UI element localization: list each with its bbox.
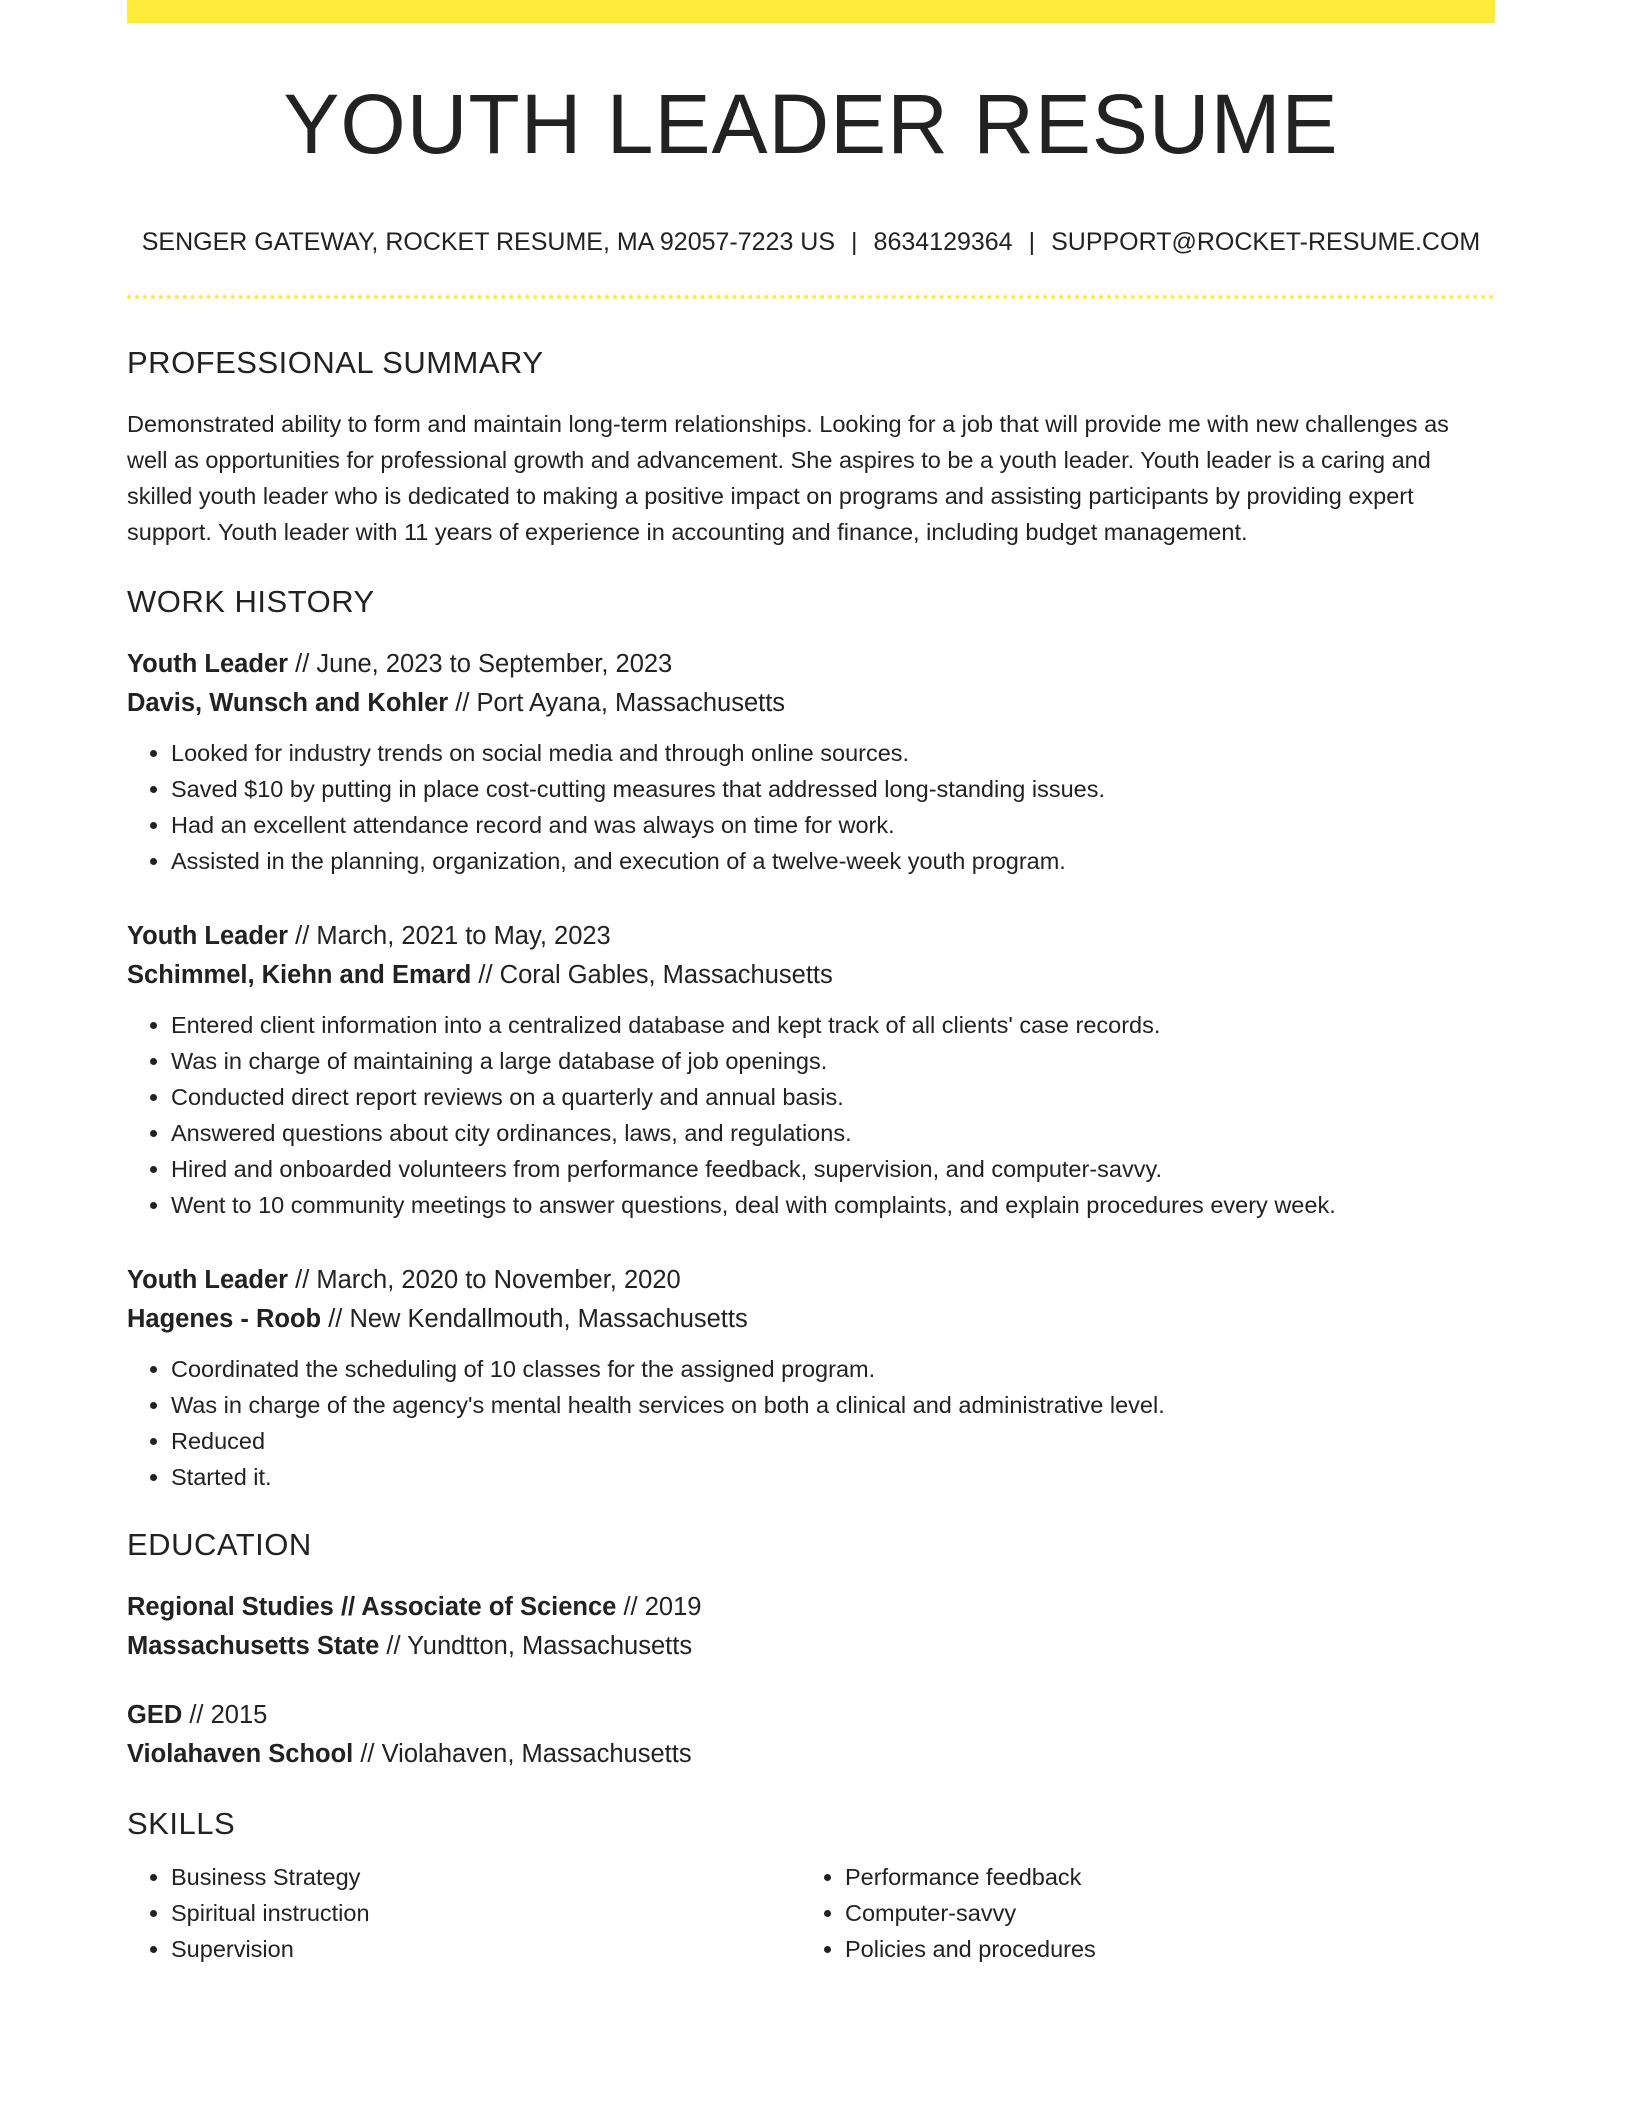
education-degree-line [127, 1588, 1495, 1627]
skill-item: • Supervision [171, 1931, 801, 1967]
job-location: // Coral Gables, Massachusetts [471, 961, 833, 989]
education-location: // Violahaven, Massachusetts [353, 1740, 692, 1768]
job-company-line [127, 1300, 1495, 1339]
job-dates: // March, 2020 to November, 2020 [288, 1266, 681, 1294]
skills-list [801, 1859, 1475, 1967]
skills-list [127, 1859, 801, 1967]
education-school-line [127, 1735, 1495, 1774]
resume-page [127, 0, 1495, 1967]
education-year: // 2019 [616, 1593, 702, 1621]
list-item: • Reduced [171, 1423, 1495, 1459]
list-item: • Coordinated the scheduling of 10 classes for the assigned program. [171, 1351, 1495, 1387]
list-item: • Looked for industry trends on social media and through online sources. [171, 735, 1495, 771]
contact-separator: | [851, 228, 858, 256]
education-location: // Yundtton, Massachusetts [379, 1632, 693, 1660]
job-dates: // March, 2021 to May, 2023 [288, 922, 611, 950]
skills-column-right [801, 1859, 1475, 1967]
list-item: • Went to 10 community meetings to answer questions, deal with complaints, and explain procedures every week. [171, 1187, 1495, 1223]
job-company: Schimmel, Kiehn and Emard [127, 961, 472, 989]
job-bullet-list [127, 1007, 1495, 1223]
contact-email: SUPPORT@ROCKET-RESUME.COM [1051, 228, 1481, 256]
section-heading-skills: SKILLS [127, 1806, 236, 1841]
education-entry [127, 1588, 1495, 1666]
resume-title: YOUTH LEADER RESUME [283, 77, 1339, 171]
list-item: • Answered questions about city ordinances, laws, and regulations. [171, 1115, 1495, 1151]
contact-separator: | [1028, 228, 1036, 256]
education-entry [127, 1696, 1495, 1774]
list-item: • Was in charge of maintaining a large database of job openings. [171, 1043, 1495, 1079]
job-company-line [127, 956, 1495, 995]
skill-item: • Spiritual instruction [171, 1895, 801, 1931]
section-heading-work-history: WORK HISTORY [127, 584, 375, 619]
section-heading-education: EDUCATION [127, 1527, 312, 1562]
dotted-divider [127, 295, 1495, 299]
list-item: • Had an excellent attendance record and was always on time for work. [171, 807, 1495, 843]
education-year: // 2015 [182, 1701, 268, 1729]
list-item: • Saved $10 by putting in place cost-cutting measures that addressed long-standing issues. [171, 771, 1495, 807]
list-item: • Hired and onboarded volunteers from performance feedback, supervision, and computer-savvy. [171, 1151, 1495, 1187]
skills-column-left [127, 1859, 801, 1967]
education-school: Massachusetts State [127, 1632, 380, 1660]
contact-phone: 8634129364 [873, 228, 1013, 256]
job-entry [127, 1261, 1495, 1495]
job-bullet-list [127, 1351, 1495, 1495]
skills-grid [127, 1859, 1495, 1967]
job-company-line [127, 684, 1495, 723]
job-location: // Port Ayana, Massachusetts [448, 689, 786, 717]
job-title-line [127, 917, 1495, 956]
skill-item: • Computer-savvy [845, 1895, 1475, 1931]
contact-line [127, 230, 1495, 255]
skill-item: • Policies and procedures [845, 1931, 1475, 1967]
education-degree: Regional Studies // Associate of Science [127, 1593, 617, 1621]
list-item: • Assisted in the planning, organization, and execution of a twelve-week youth program. [171, 843, 1495, 879]
job-company: Hagenes - Roob [127, 1305, 322, 1333]
job-title-line [127, 1261, 1495, 1300]
job-entry [127, 917, 1495, 1223]
list-item: • Started it. [171, 1459, 1495, 1495]
job-title: Youth Leader [127, 650, 289, 678]
job-title: Youth Leader [127, 922, 289, 950]
job-title: Youth Leader [127, 1266, 289, 1294]
job-location: // New Kendallmouth, Massachusetts [321, 1305, 748, 1333]
job-dates: // June, 2023 to September, 2023 [288, 650, 673, 678]
summary-paragraph: Demonstrated ability to form and maintain long-term relationships. Looking for a job that will provide me with new challenges as well as opportunities for professional growth and advancement. She aspires to be a youth leader. Youth leader is a caring and skilled youth leader who is dedicated to making a positive impact on programs and assisting participants by providing expert support. Youth leader with 11 years of experience in accounting and finance, including budget management. [127, 411, 1449, 545]
education-school-line [127, 1627, 1495, 1666]
contact-address: SENGER GATEWAY, ROCKET RESUME, MA 92057-7223 US [141, 228, 836, 256]
education-degree: GED [127, 1701, 183, 1729]
job-bullet-list [127, 735, 1495, 879]
skill-item: • Performance feedback [845, 1859, 1475, 1895]
job-company: Davis, Wunsch and Kohler [127, 689, 449, 717]
section-heading-summary: PROFESSIONAL SUMMARY [127, 345, 544, 380]
job-entry [127, 645, 1495, 879]
education-school: Violahaven School [127, 1740, 354, 1768]
job-title-line [127, 645, 1495, 684]
education-degree-line [127, 1696, 1495, 1735]
list-item: • Entered client information into a centralized database and kept track of all clients' case records. [171, 1007, 1495, 1043]
list-item: • Conducted direct report reviews on a quarterly and annual basis. [171, 1079, 1495, 1115]
list-item: • Was in charge of the agency's mental health services on both a clinical and administrative level. [171, 1387, 1495, 1423]
accent-bar [127, 0, 1495, 23]
skill-item: • Business Strategy [171, 1859, 801, 1895]
